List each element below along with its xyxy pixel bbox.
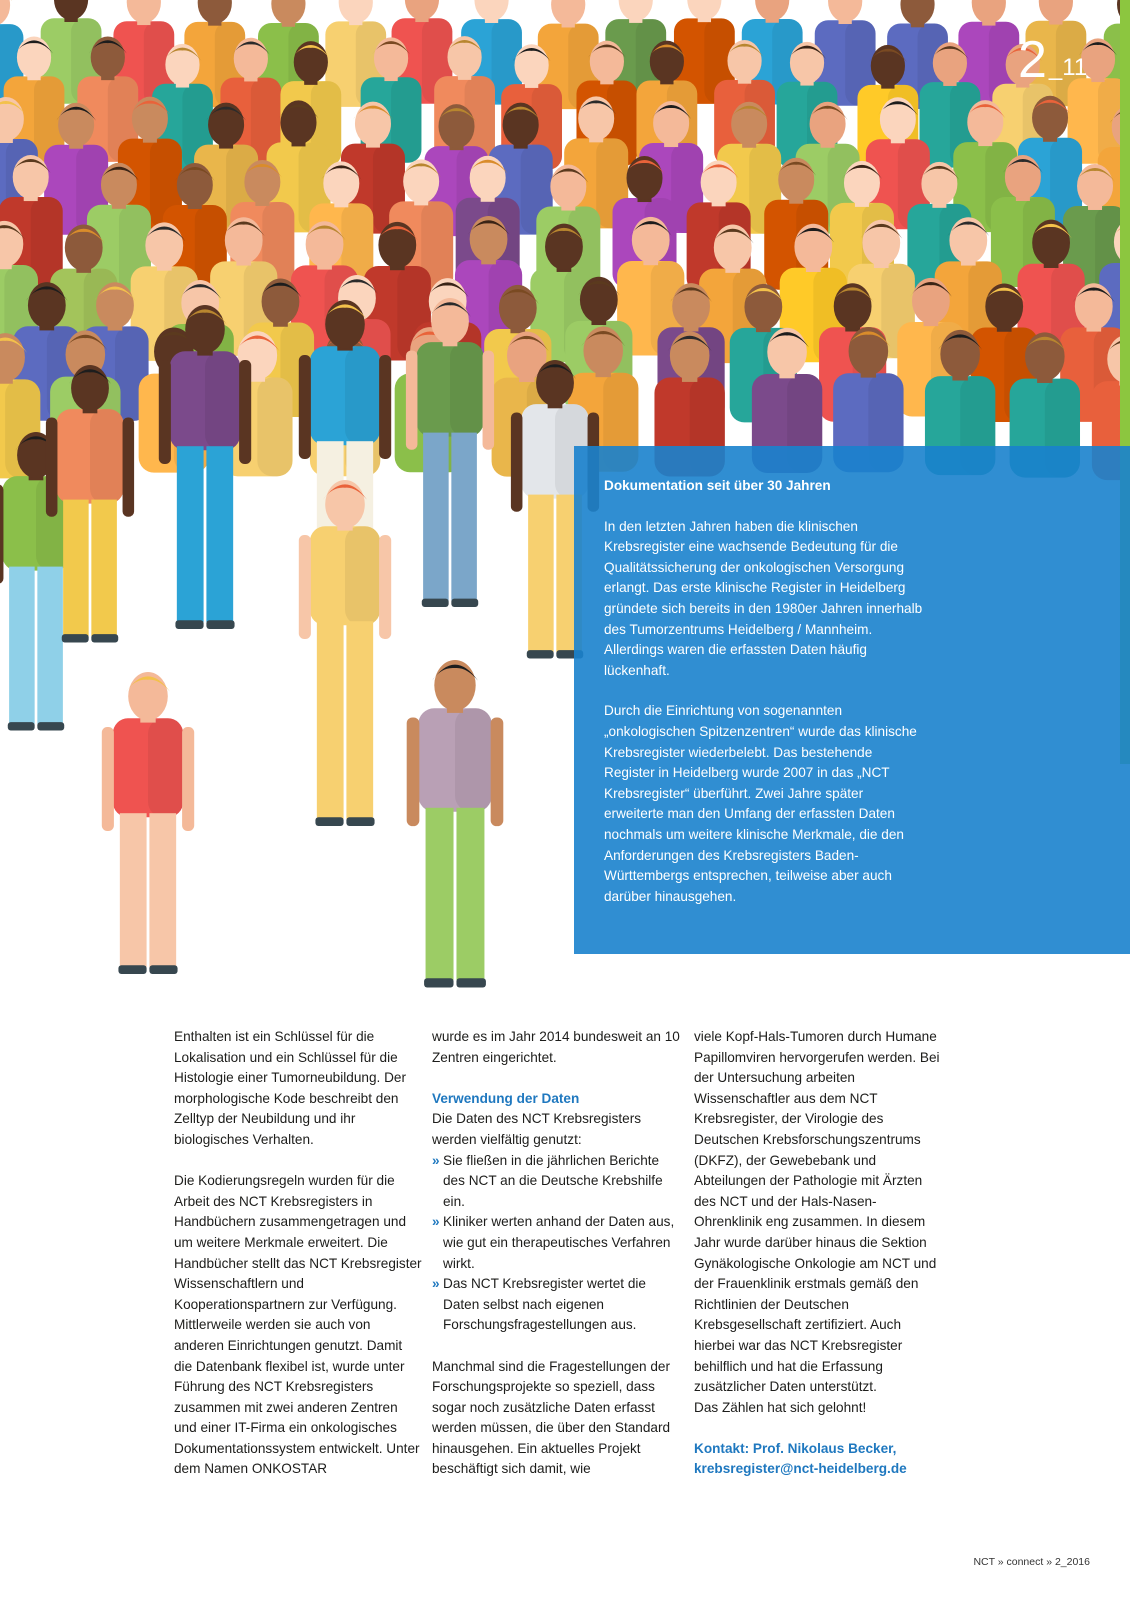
list-item xyxy=(432,1151,682,1213)
contact-name: Kontakt: Prof. Nikolaus Becker, xyxy=(694,1440,897,1456)
paragraph: Die Daten des NCT Krebsregisters werden vielfältig genutzt: xyxy=(432,1111,642,1147)
bullet-list xyxy=(432,1151,682,1336)
list-item xyxy=(432,1212,682,1274)
paragraph: wurde es im Jahr 2014 bundesweit an 10 Zentren eingerichtet. xyxy=(432,1029,680,1065)
list-item xyxy=(432,1274,682,1336)
list-item-text: Kliniker werten anhand der Daten aus, wie gut ein therapeutisches Verfahren wirkt. xyxy=(443,1214,675,1271)
page-number xyxy=(1018,31,1088,89)
bullet-marker: » xyxy=(432,1214,440,1230)
paragraph: Enthalten ist ein Schlüssel für die Lokalisation und ein Schlüssel für die Histologie einer Tumorneubildung. Der morphologische Kode beschreibt den Zelltyp der Neubildung und ihr biologisches Verhalten. xyxy=(174,1029,406,1147)
paragraph: Manchmal sind die Fragestellungen der Forschungsprojekte so speziell, dass sogar noch zusätzliche Daten erfasst werden müssen, die über den Standard hinausgehen. Ein aktuelles Projekt beschäftigt sich damit, wie xyxy=(432,1358,671,1477)
paragraph: Das Zählen hat sich gelohnt! xyxy=(694,1399,867,1415)
paragraph: viele Kopf-Hals-Tumoren durch Humane Papillomviren hervorgerufen werden. Bei der Untersuchung arbeiten Wissenschaftler aus dem NCT Krebsregister, der Virologie des Deutschen Krebsforschungszentrums (DKFZ), der Gewebebank und Abteilungen der Pathologie mit Ärzten des NCT und der Hals-Nasen-Ohrenklinik eng zusammen. In diesem Jahr wurde darüber hinaus die Sektion Gynäkologische Onkologie am NCT und der Frauenklinik erstmals gemäß den Richtlinien der Deutschen Krebsgesellschaft zertifiziert. Auch hierbei war das NCT Krebsregister behilflich und hat die Erfassung zusätzlicher Daten unterstützt. xyxy=(694,1029,940,1395)
page-number-main: 2 xyxy=(1018,31,1047,89)
bullet-marker: » xyxy=(432,1152,440,1168)
footer-publication: NCT » connect » 2_2016 xyxy=(973,1556,1090,1568)
section-heading: Verwendung der Daten xyxy=(432,1090,580,1106)
text-column-3 xyxy=(694,1027,944,1480)
text-column-2 xyxy=(432,1027,682,1501)
bullet-marker: » xyxy=(432,1276,440,1292)
info-box-content xyxy=(604,476,924,927)
contact-email[interactable]: krebsregister@nct-heidelberg.de xyxy=(694,1461,907,1477)
person-figure xyxy=(102,672,194,974)
paragraph: Die Kodierungsregeln wurden für die Arbeit des NCT Krebsregisters in Handbüchern zusammengetragen und um weitere Merkmale erweitert. Die Handbücher stellt das NCT Krebsregister Wissenschaftlern und Kooperationspartnern zur Verfügung. Mittlerweile werden sie auch von anderen Einrichtungen genutzt. Damit die Datenbank flexibel ist, wurde unter Führung des NCT Krebsregisters zusammen mit zwei anderen Zentren und einer IT-Firma ein onkologisches Dokumentationssystem entwickelt. Unter dem Namen ONKOSTAR xyxy=(174,1173,422,1477)
info-box-paragraph: Durch die Einrichtung von sogenannten „onkologischen Spitzenzentren“ wurde das klinische Krebsregister wiederbelebt. Das bestehende Register in Heidelberg wurde 2007 in das „NCT Krebsregister“ überführt. Zwei Jahre später erweiterte man den Umfang der erfassten Daten nochmals um weitere klinische Merkmale, die den Anforderungen des Krebsregisters Baden-Württembergs entsprechen, teilweise aber auch darüber hinausgehen. xyxy=(604,703,917,904)
text-column-1 xyxy=(174,1027,424,1501)
list-item-text: Sie fließen in die jährlichen Berichte des NCT an die Deutsche Krebshilfe ein. xyxy=(443,1152,663,1209)
info-box-paragraph: In den letzten Jahren haben die klinischen Krebsregister eine wachsende Bedeutung für die Qualitätssicherung der onkologischen Versorgung erlangt. Das erste klinische Register in Heidelberg gründete sich bereits in den 1980er Jahren innerhalb des Tumorzentrums Heidelberg / Mannheim. Allerdings waren die erfassten Daten häufig lückenhaft. xyxy=(604,518,923,678)
person-figure xyxy=(407,660,504,988)
page-number-sub: _11 xyxy=(1048,54,1088,81)
person-figure xyxy=(299,480,391,826)
info-box xyxy=(574,446,1130,954)
list-item-text: Das NCT Krebsregister wertet die Daten selbst nach eigenen Forschungsfragestellungen aus. xyxy=(443,1276,646,1333)
info-box-heading: Dokumentation seit über 30 Jahren xyxy=(604,478,831,493)
